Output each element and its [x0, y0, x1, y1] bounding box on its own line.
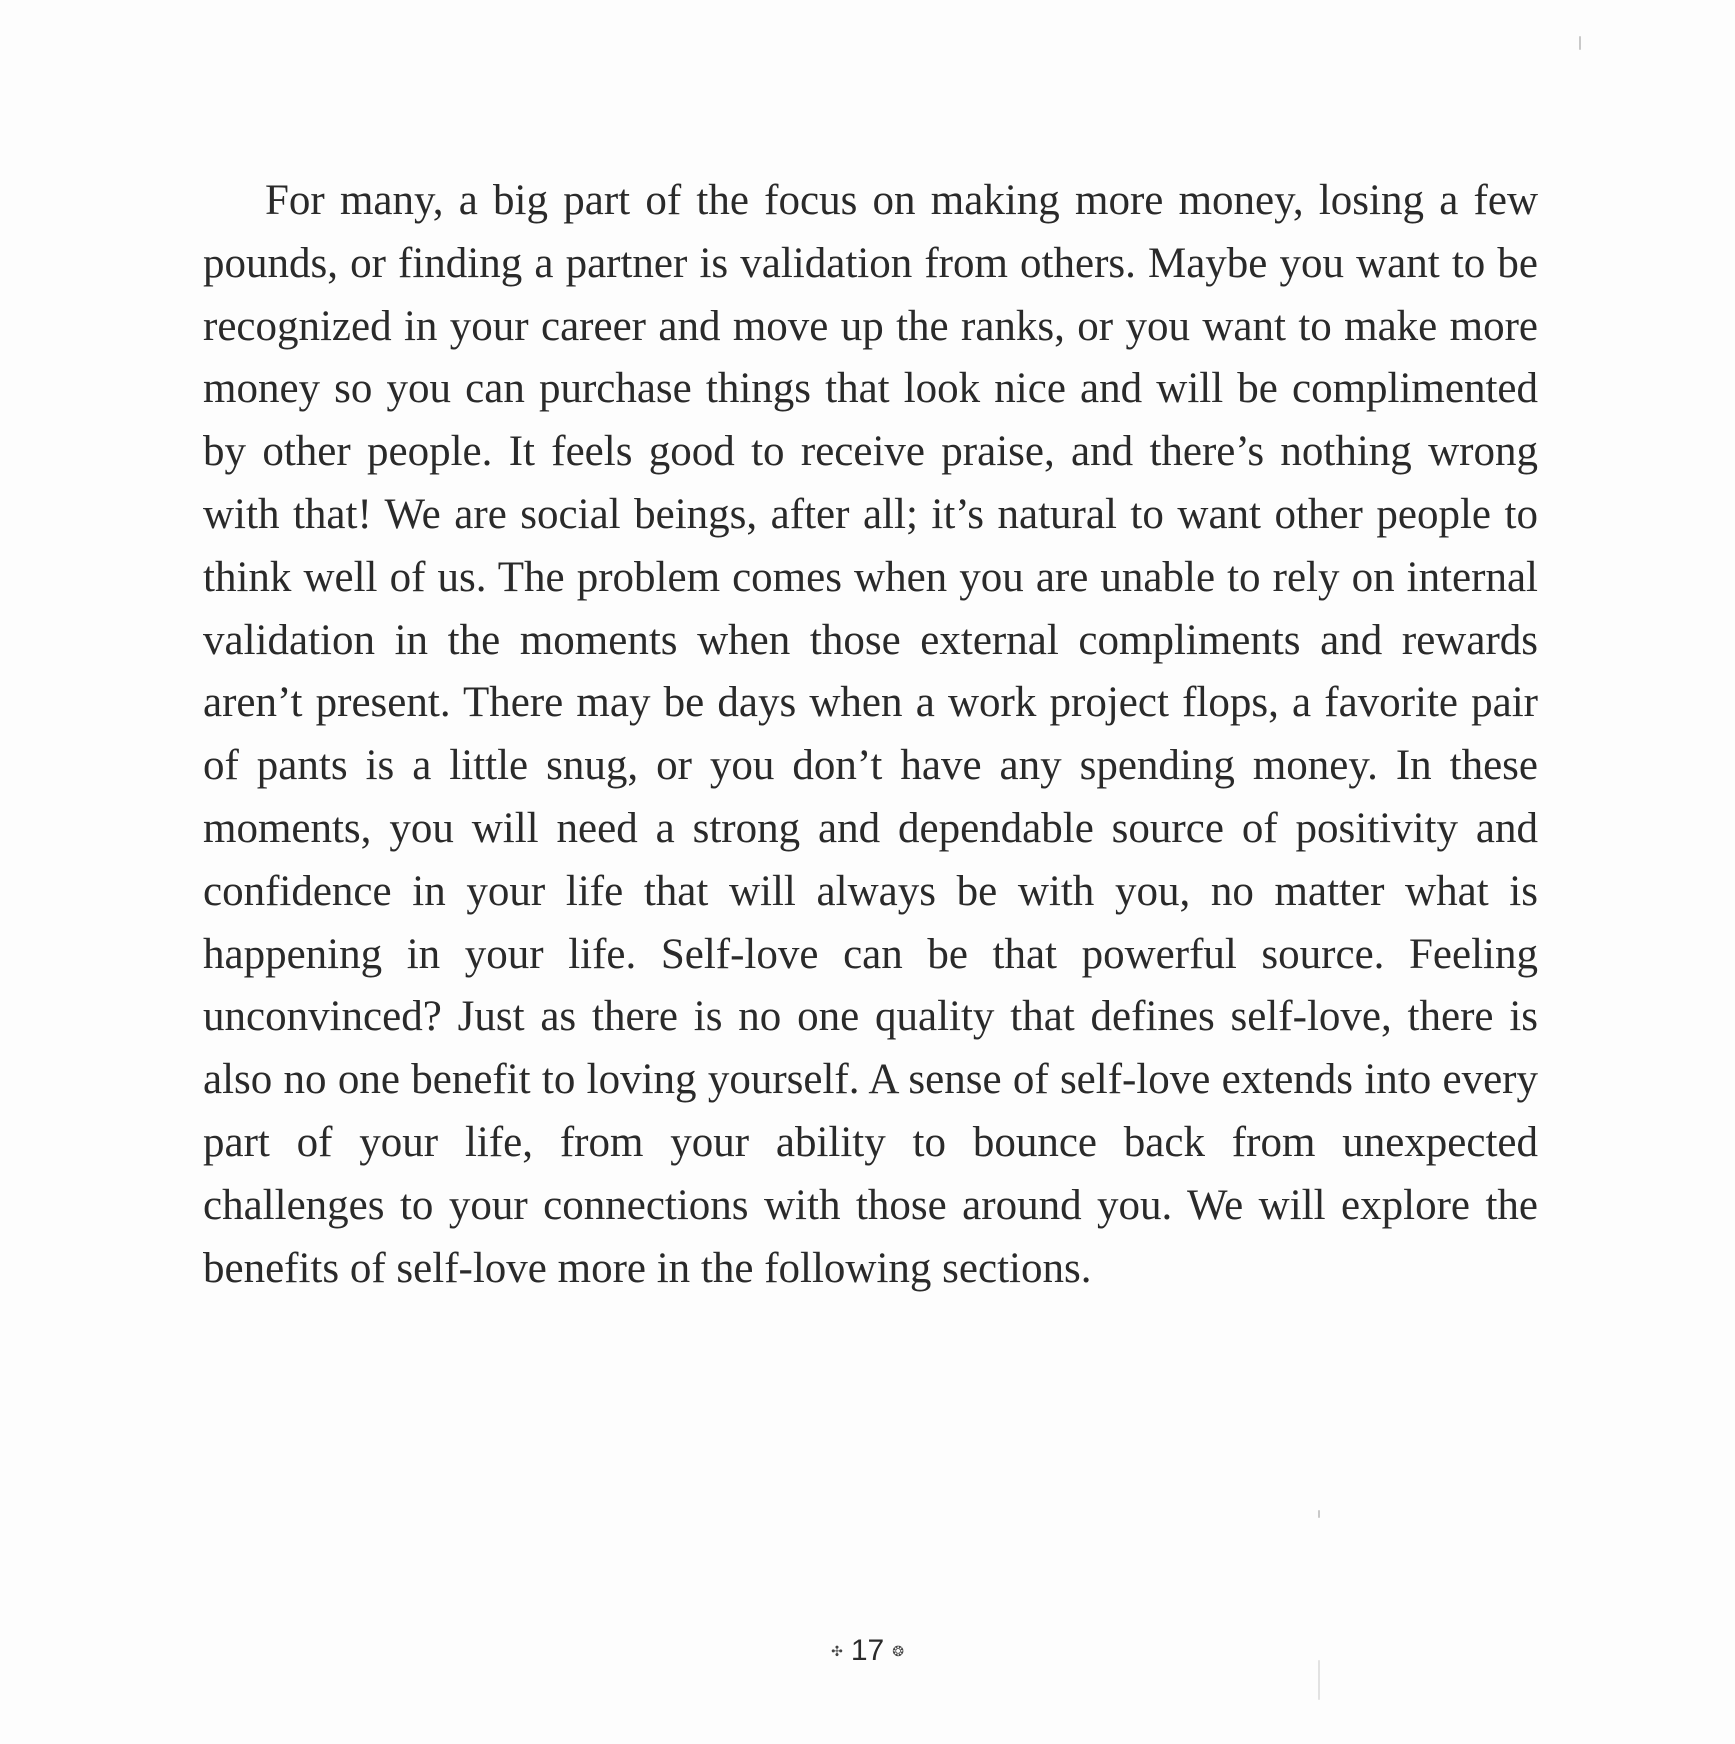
scan-speck: [1579, 36, 1581, 50]
scan-speck: [1318, 1510, 1320, 1518]
right-ornament-icon: ❂: [892, 1643, 904, 1660]
page-number: 17: [850, 1634, 885, 1668]
scan-speck: [1318, 1660, 1320, 1700]
body-paragraph: For many, a big part of the focus on making more money, losing a few pounds, or finding a partner is validation from others. Maybe you want to be recognized in your career and move up the ranks, or you want to make more money so you can purchase things that look nice and will be complimented by other people. It feels good to receive praise, and there’s nothing wrong with that! We are social beings, after all; it’s natural to want other people to think well of us. The problem comes when you are unable to rely on internal validation in the moments when those external compliments and rewards aren’t present. There may be days when a work project flops, a favorite pair of pants is a little snug, or you don’t have any spending money. In these moments, you will need a strong and dependable source of positivity and confidence in your life that will always be with you, no matter what is happening in your life. Self-love can be that powerful source. Feeling unconvinced? Just as there is no one quality that defines self-love, there is also no one benefit to loving yourself. A sense of self-love extends into every part of your life, from your ability to bounce back from unexpected challenges to your connections with those around you. We will explore the benefits of self-love more in the following sections.: [203, 177, 1538, 1292]
left-ornament-icon: ✣: [831, 1643, 843, 1660]
page-footer: [0, 1630, 1735, 1671]
